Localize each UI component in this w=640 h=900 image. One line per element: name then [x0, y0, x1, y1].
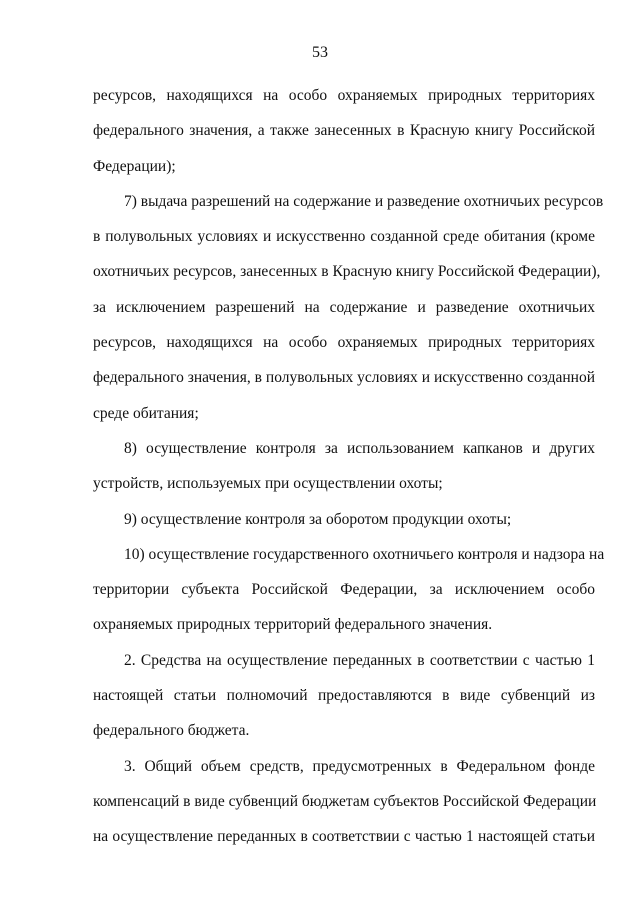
- text-line: ресурсов, находящихся на особо охраняемых природных территориях: [93, 87, 595, 104]
- paragraph-part-2: [93, 651, 595, 757]
- text-line: 3. Общий объем средств, предусмотренных в Федеральном фонде: [124, 757, 595, 775]
- text-line: устройств, используемых при осуществлении охоты;: [93, 475, 443, 493]
- text-line: федерального значения, а также занесенных в Красную книгу Российской: [93, 122, 595, 140]
- paragraph-item-10: [93, 545, 605, 651]
- text-line: охраняемых природных территорий федерального значения.: [93, 616, 493, 634]
- page-number: 53: [312, 44, 328, 61]
- paragraph-item-8: [93, 439, 595, 510]
- text-line: федерального бюджета.: [93, 722, 250, 740]
- paragraph-item-9: [93, 510, 595, 545]
- text-line: территории субъекта Российской Федерации, за исключением особо: [93, 581, 595, 599]
- text-line: 2. Средства на осуществление переданных в соответствии с частью 1: [124, 651, 595, 669]
- text-line: на осуществление переданных в соответствии с частью 1 настоящей статьи: [93, 828, 595, 846]
- paragraph-continuation: [93, 86, 595, 192]
- text-line: федерального значения, в полувольных условиях и искусственно созданной: [93, 369, 595, 387]
- text-line: 7) выдача разрешений на содержание и разведение охотничьих ресурсов: [124, 192, 604, 210]
- paragraph-item-7: [93, 192, 604, 439]
- text-line: охотничьих ресурсов, занесенных в Красную книгу Российской Федерации),: [93, 263, 601, 281]
- text-line: Федерации);: [93, 157, 176, 175]
- text-line: за исключением разрешений на содержание и разведение охотничьих: [93, 298, 595, 316]
- text-line: компенсаций в виде субвенций бюджетам субъектов Российской Федерации: [93, 792, 597, 810]
- paragraph-part-3: [93, 757, 595, 863]
- text-line: в полувольных условиях и искусственно созданной среде обитания (кроме: [93, 228, 595, 246]
- text-line: 9) осуществление контроля за оборотом продукции охоты;: [124, 510, 512, 528]
- document-body: [93, 86, 605, 863]
- text-line: настоящей статьи полномочий предоставляются в виде субвенций из: [93, 687, 595, 705]
- text-line: среде обитания;: [93, 404, 199, 422]
- text-line: 8) осуществление контроля за использованием капканов и других: [124, 439, 595, 457]
- text-line: ресурсов, находящихся на особо охраняемых природных территориях: [93, 334, 595, 352]
- text-line: 10) осуществление государственного охотничьего контроля и надзора на: [124, 545, 605, 563]
